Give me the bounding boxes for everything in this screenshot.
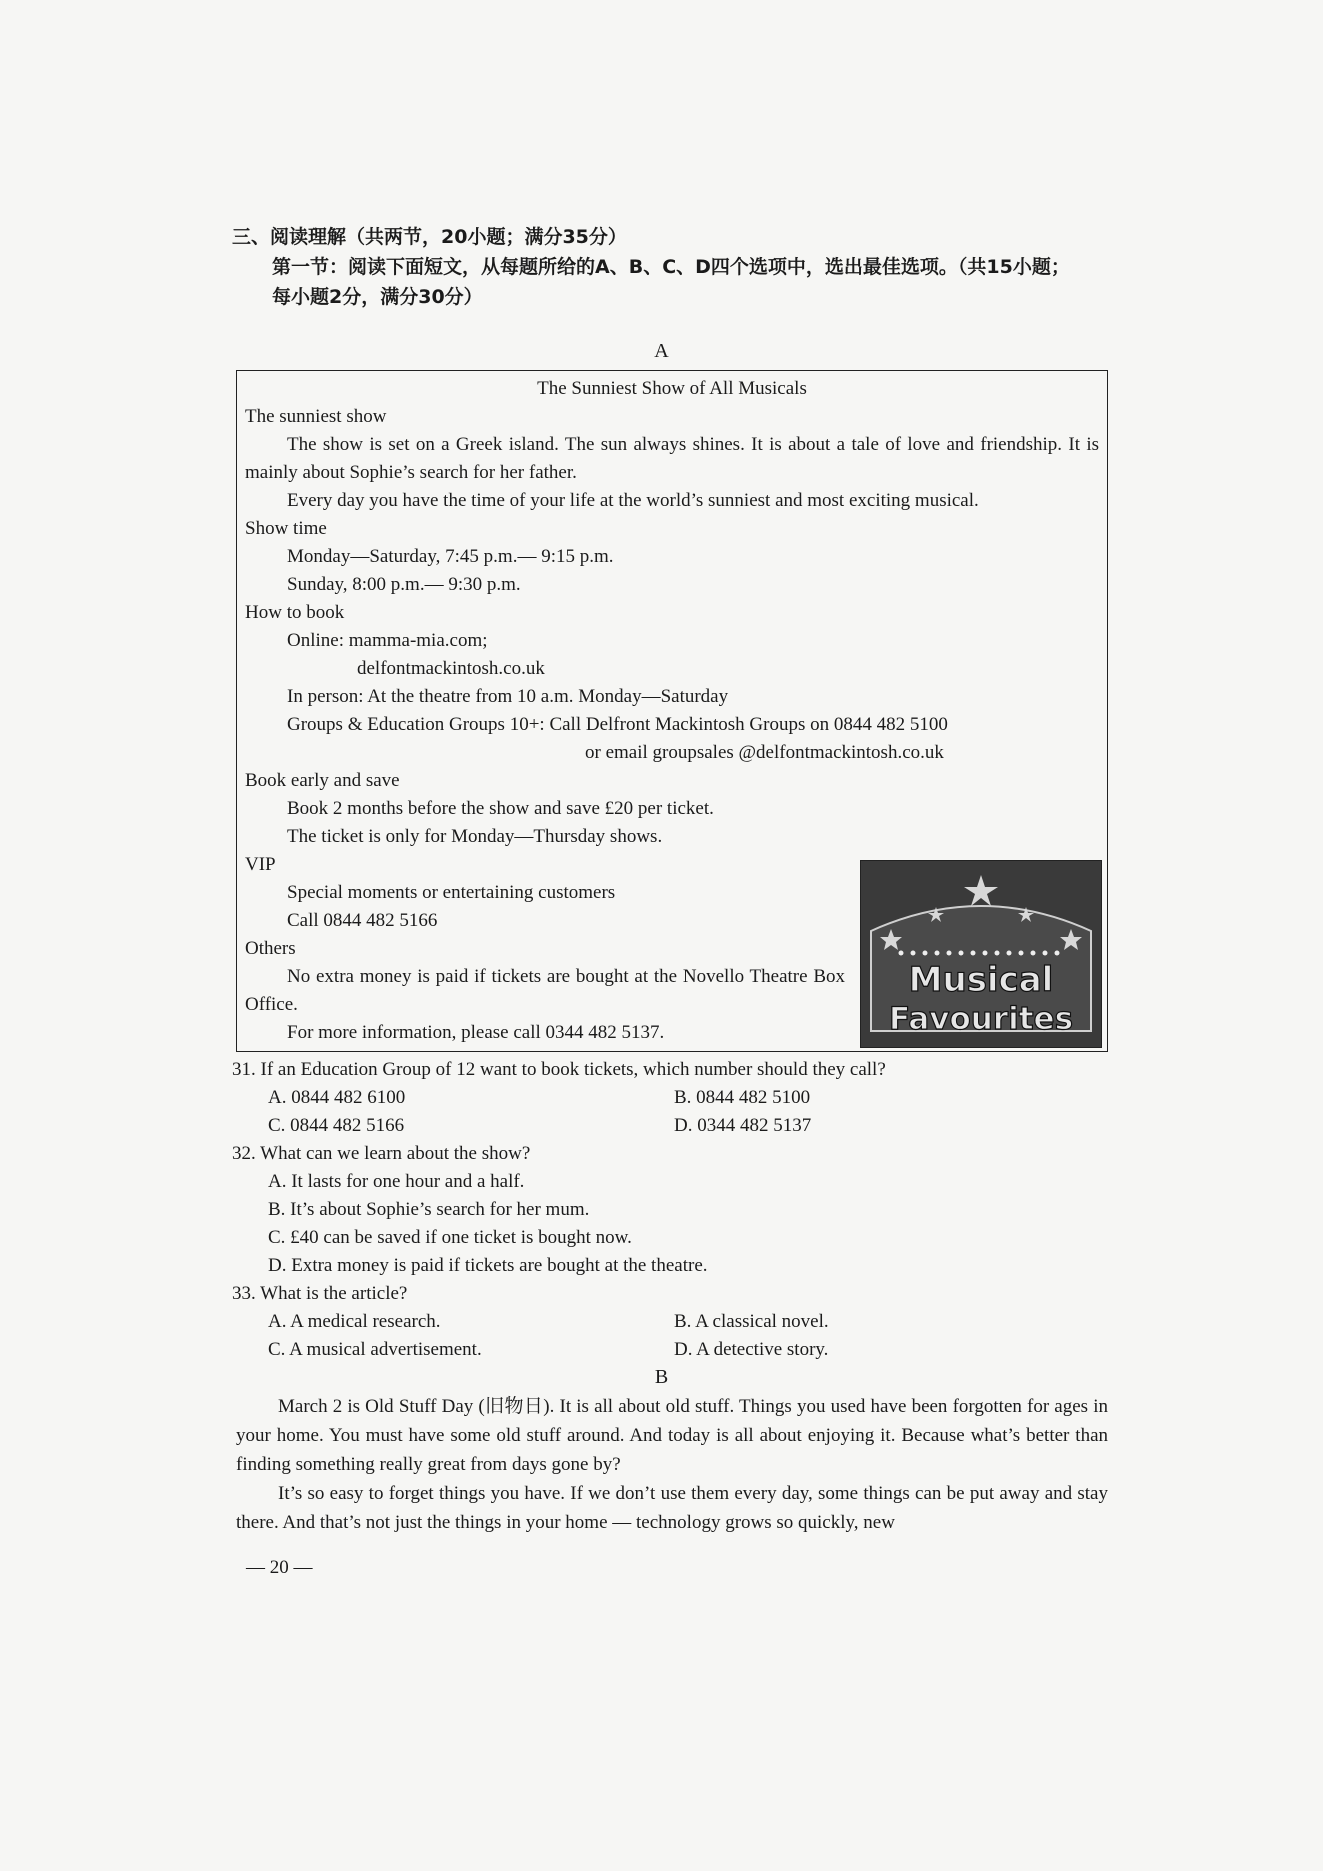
passage-b-paragraph-2: It’s so easy to forget things you have. If we don’t use them every day, some things can be put away and stay there. And that’s not just the things in your home — technology grows so quickly, new <box>236 1483 1108 1533</box>
option-32-a: A. It lasts for one hour and a half. <box>268 1171 525 1192</box>
group-booking-email: or email groupsales @delfontmackintosh.co.uk <box>585 742 944 763</box>
instruction-line-2: 每小题2分，满分30分） <box>272 286 483 308</box>
sunniest-heading: The sunniest show <box>245 406 387 427</box>
book-early-heading: Book early and save <box>245 770 400 791</box>
group-booking: Groups & Education Groups 10+: Call Delfront Mackintosh Groups on 0844 482 5100 <box>287 714 948 735</box>
online-booking: Online: mamma-mia.com; <box>287 630 488 651</box>
others-text: No extra money is paid if tickets are bought at the Novello Theatre Box Office. <box>245 966 845 1015</box>
book-early-text: Book 2 months before the show and save £20 per ticket. <box>287 798 714 819</box>
section-header <box>232 222 1112 312</box>
vip-phone: Call 0844 482 5166 <box>287 910 438 931</box>
svg-text:Musical: Musical <box>908 960 1054 1000</box>
in-person-booking: In person: At the theatre from 10 a.m. Monday—Saturday <box>287 686 729 707</box>
show-time-heading: Show time <box>245 518 327 539</box>
book-early-text-2: The ticket is only for Monday—Thursday shows. <box>287 826 663 847</box>
questions-section <box>232 1056 1112 1364</box>
option-32-b: B. It’s about Sophie’s search for her mum. <box>268 1199 590 1220</box>
option-33-b: B. A classical novel. <box>674 1311 829 1332</box>
question-32: 32. What can we learn about the show? <box>232 1143 531 1164</box>
option-33-a: A. A medical research. <box>268 1311 441 1332</box>
online-booking-2: delfontmackintosh.co.uk <box>357 658 545 679</box>
others-info: For more information, please call 0344 482 5137. <box>287 1022 665 1043</box>
others-heading: Others <box>245 938 296 959</box>
option-31-c: C. 0844 482 5166 <box>268 1115 405 1136</box>
vip-text: Special moments or entertaining customers <box>287 882 616 903</box>
question-33: 33. What is the article? <box>232 1283 408 1304</box>
page-number: — 20 — <box>246 1557 313 1578</box>
option-32-c: C. £40 can be saved if one ticket is bought now. <box>268 1227 632 1248</box>
passage-b <box>236 1392 1108 1537</box>
how-to-book-heading: How to book <box>245 602 345 623</box>
passage-a-label: A <box>654 340 669 362</box>
option-31-d: D. 0344 482 5137 <box>674 1115 812 1136</box>
vip-heading: VIP <box>245 854 276 875</box>
sunniest-text-2: Every day you have the time of your life at the world’s sunniest and most exciting musical. <box>287 490 979 511</box>
instruction-line-1: 第一节：阅读下面短文，从每题所给的A、B、C、D四个选项中，选出最佳选项。（共15小题； <box>272 256 1070 278</box>
svg-text:Favourites: Favourites <box>888 1001 1074 1037</box>
show-time-weekday: Monday—Saturday, 7:45 p.m.— 9:15 p.m. <box>287 546 614 567</box>
option-33-d: D. A detective story. <box>674 1339 829 1360</box>
option-33-c: C. A musical advertisement. <box>268 1339 482 1360</box>
ad-title: The Sunniest Show of All Musicals <box>537 378 807 399</box>
section-title: 三、阅读理解（共两节，20小题；满分35分） <box>232 226 627 248</box>
question-31: 31. If an Education Group of 12 want to book tickets, which number should they call? <box>232 1059 886 1080</box>
option-31-b: B. 0844 482 5100 <box>674 1087 811 1108</box>
musical-favourites-logo <box>860 860 1102 1048</box>
option-31-a: A. 0844 482 6100 <box>268 1087 406 1108</box>
sunniest-text: The show is set on a Greek island. The sun always shines. It is about a tale of love and friendship. It is mainly about Sophie’s search for her father. <box>245 434 1099 483</box>
option-32-d: D. Extra money is paid if tickets are bought at the theatre. <box>268 1255 708 1276</box>
show-time-sunday: Sunday, 8:00 p.m.— 9:30 p.m. <box>287 574 521 595</box>
passage-b-label: B <box>654 1366 669 1388</box>
passage-b-paragraph-1: March 2 is Old Stuff Day (旧物日). It is all about old stuff. Things you used have been forgotten for ages in your home. You must have some old stuff around. And today is all about enjoying it. Because what’s better than finding something really great from days gone by? <box>236 1396 1108 1475</box>
